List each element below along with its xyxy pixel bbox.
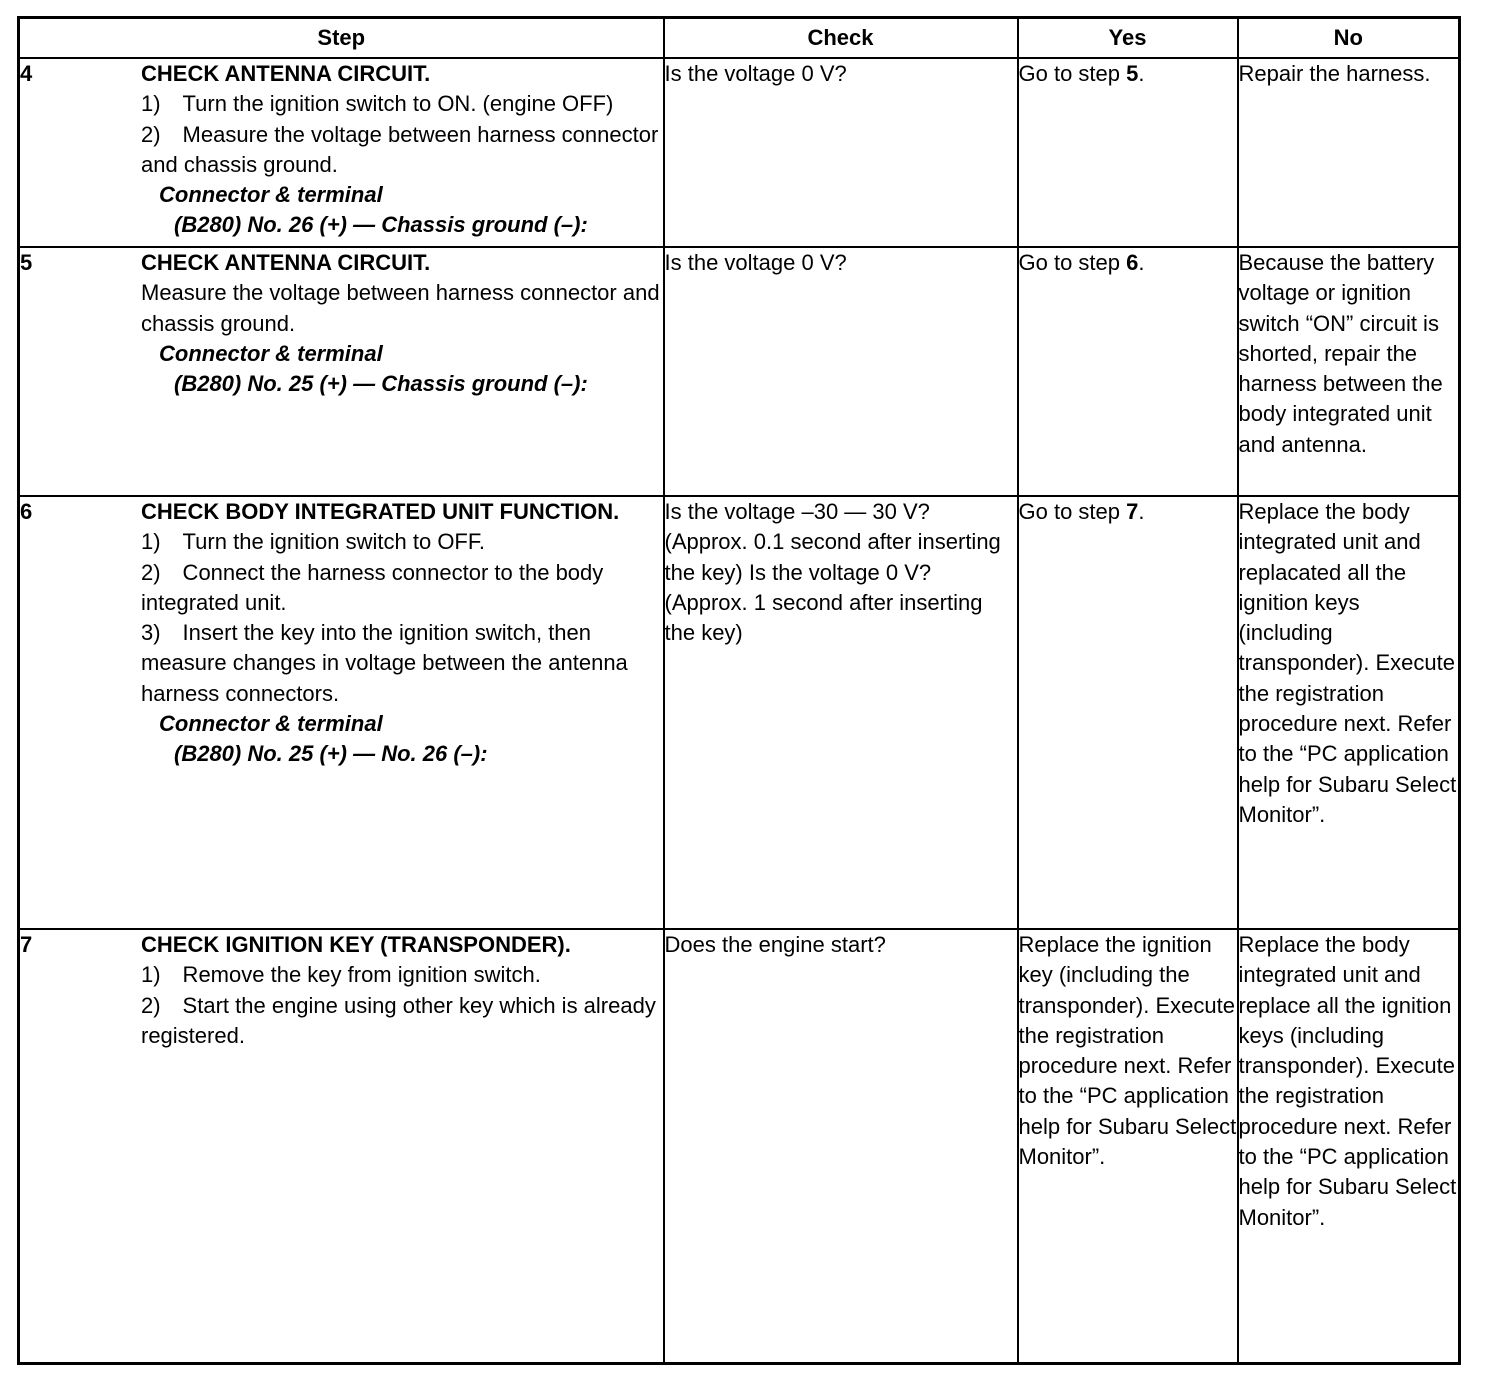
step-cell	[19, 58, 664, 247]
step-title: CHECK IGNITION KEY (TRANSPONDER).	[141, 932, 571, 957]
step-body	[141, 248, 663, 399]
yes-prefix: Go to step	[1018, 250, 1127, 275]
diagnostic-table	[17, 16, 1461, 1365]
connector-terminal-label: Connector & terminal	[159, 711, 383, 737]
no-cell: Because the battery voltage or ignition switch “ON” circuit is shorted, repair the harness between the body integrated unit and antenna.	[1238, 247, 1460, 496]
yes-step-link: 7	[1126, 499, 1139, 524]
step-number: 5	[20, 250, 33, 275]
yes-cell	[1018, 496, 1238, 929]
yes-step-link: 5	[1126, 61, 1139, 86]
yes-cell	[1018, 247, 1238, 496]
step-number: 6	[20, 499, 33, 524]
yes-cell: Replace the ignition key (including the transponder). Execute the registration procedure next. Refer to the “PC application help for Subaru Select Monitor”.	[1018, 929, 1238, 1363]
connector-terminal-value: (B280) No. 25 (+) — Chassis ground (–):	[174, 371, 588, 397]
yes-suffix: .	[1138, 499, 1145, 524]
table-row	[19, 247, 1460, 496]
header-yes: Yes	[1018, 18, 1238, 59]
no-cell: Replace the body integrated unit and replacated all the ignition keys (including transponder). Execute the registration procedure next. Refer to the “PC application help for Subaru Select Monitor”.	[1238, 496, 1460, 929]
step-cell	[19, 929, 664, 1363]
step-body	[141, 930, 663, 1051]
yes-cell	[1018, 58, 1238, 247]
table-row	[19, 929, 1460, 1363]
table-row	[19, 496, 1460, 929]
step-number: 4	[20, 61, 33, 86]
yes-prefix: Go to step	[1018, 61, 1127, 86]
step-number: 7	[20, 932, 33, 957]
no-cell: Repair the harness.	[1238, 58, 1460, 247]
connector-terminal-label: Connector & terminal	[159, 182, 383, 208]
yes-suffix: .	[1138, 61, 1145, 86]
connector-terminal-label: Connector & terminal	[159, 340, 383, 366]
check-cell: Is the voltage 0 V?	[664, 247, 1018, 496]
step-instruction: 1) Remove the key from ignition switch.	[141, 962, 541, 988]
step-instruction: 2) Connect the harness connector to the body integrated unit.	[141, 559, 604, 615]
step-title: CHECK ANTENNA CIRCUIT.	[141, 61, 431, 86]
step-instruction: 2) Measure the voltage between harness connector and chassis ground.	[141, 121, 659, 177]
connector-terminal-value: (B280) No. 25 (+) — No. 26 (–):	[174, 741, 488, 767]
yes-step-link: 6	[1126, 250, 1139, 275]
step-instruction: 2) Start the engine using other key which is already registered.	[141, 992, 656, 1048]
check-cell: Is the voltage –30 — 30 V? (Approx. 0.1 second after inserting the key) Is the voltage 0 V? (Approx. 1 second after inserting the key)	[664, 496, 1018, 929]
table-row	[19, 58, 1460, 247]
header-row	[19, 18, 1460, 59]
yes-prefix: Go to step	[1018, 499, 1127, 524]
connector-terminal-value: (B280) No. 26 (+) — Chassis ground (–):	[174, 212, 588, 238]
step-instruction: Measure the voltage between harness connector and chassis ground.	[141, 280, 660, 336]
step-instruction: 1) Turn the ignition switch to ON. (engine OFF)	[141, 91, 614, 117]
header-no: No	[1238, 18, 1460, 59]
no-cell: Replace the body integrated unit and replace all the ignition keys (including transponder). Execute the registration procedure next. Refer to the “PC application help for Subaru Select Monitor”.	[1238, 929, 1460, 1363]
header-check: Check	[664, 18, 1018, 59]
step-instruction: 1) Turn the ignition switch to OFF.	[141, 529, 485, 555]
check-cell: Is the voltage 0 V?	[664, 58, 1018, 247]
step-body	[141, 497, 663, 770]
yes-suffix: .	[1138, 250, 1145, 275]
step-cell	[19, 496, 664, 929]
step-body	[141, 59, 663, 241]
step-title: CHECK ANTENNA CIRCUIT.	[141, 250, 431, 275]
step-instruction: 3) Insert the key into the ignition switch, then measure changes in voltage between the antenna harness connectors.	[141, 620, 628, 706]
step-title: CHECK BODY INTEGRATED UNIT FUNCTION.	[141, 499, 620, 524]
step-cell	[19, 247, 664, 496]
header-step: Step	[19, 18, 664, 59]
check-cell: Does the engine start?	[664, 929, 1018, 1363]
